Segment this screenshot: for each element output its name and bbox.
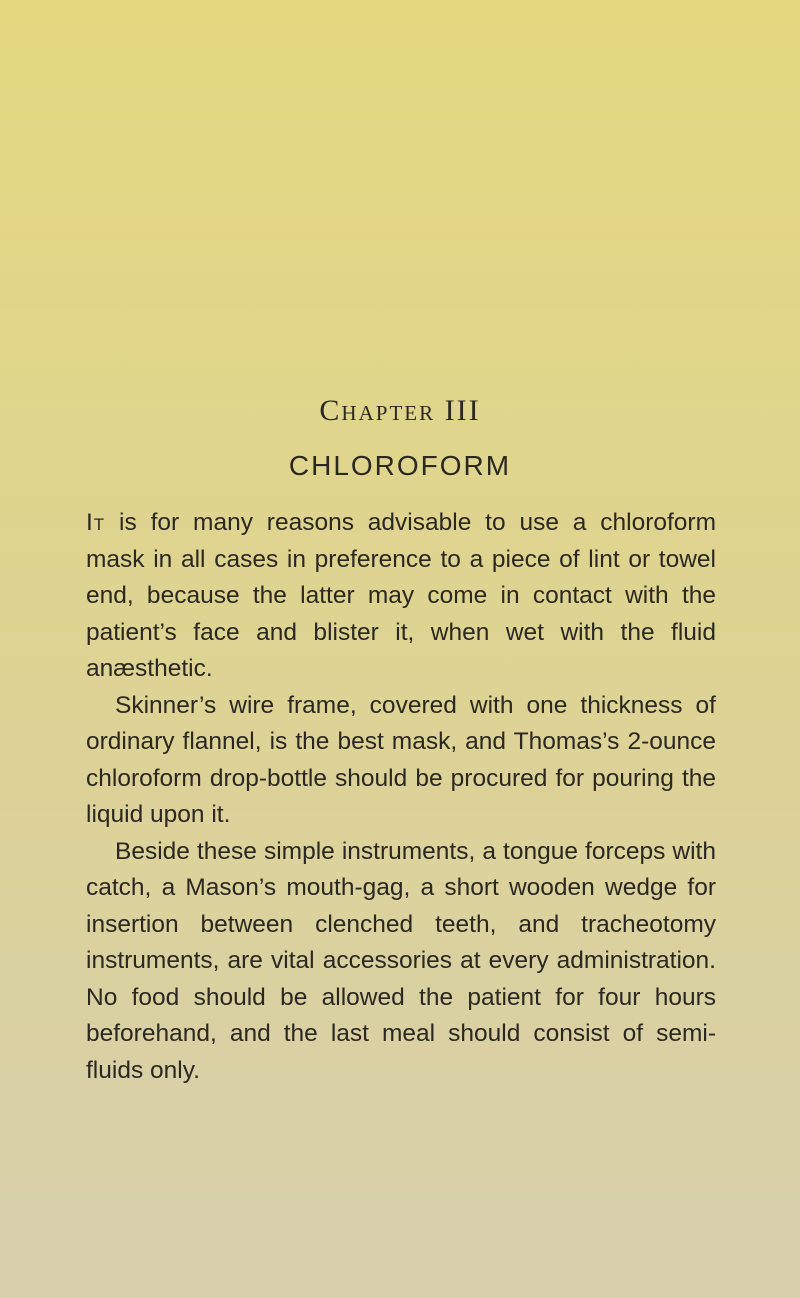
paragraph-lead-word: It bbox=[86, 509, 106, 536]
paragraph-1-text: is for many reasons advisable to use a chloroform mask in all cases in preference to a piece of lint or towel end, because the latter may come in contact with the patient’s face and blister it, when wet with the fluid anæsthetic. bbox=[86, 509, 716, 682]
paragraph-3: Beside these simple instruments, a tongue forceps with catch, a Mason’s mouth-gag, a short wooden wedge for insertion between clenched teeth, and tracheotomy instruments, are vital accessories at every administration. No food should be allowed the patient for four hours beforehand, and the last meal should consist of semi-fluids only. bbox=[86, 837, 716, 1084]
body-text bbox=[86, 505, 716, 1089]
paragraph-1 bbox=[86, 505, 716, 688]
chapter-title: CHLOROFORM bbox=[288, 450, 512, 481]
paragraph-2: Skinner’s wire frame, covered with one thickness of ordinary flannel, is the best mask, and Thomas’s 2-ounce chloroform drop-bottle should be procured for pouring the liquid upon it. bbox=[86, 691, 716, 828]
chapter-label: Chapter III bbox=[319, 394, 481, 427]
